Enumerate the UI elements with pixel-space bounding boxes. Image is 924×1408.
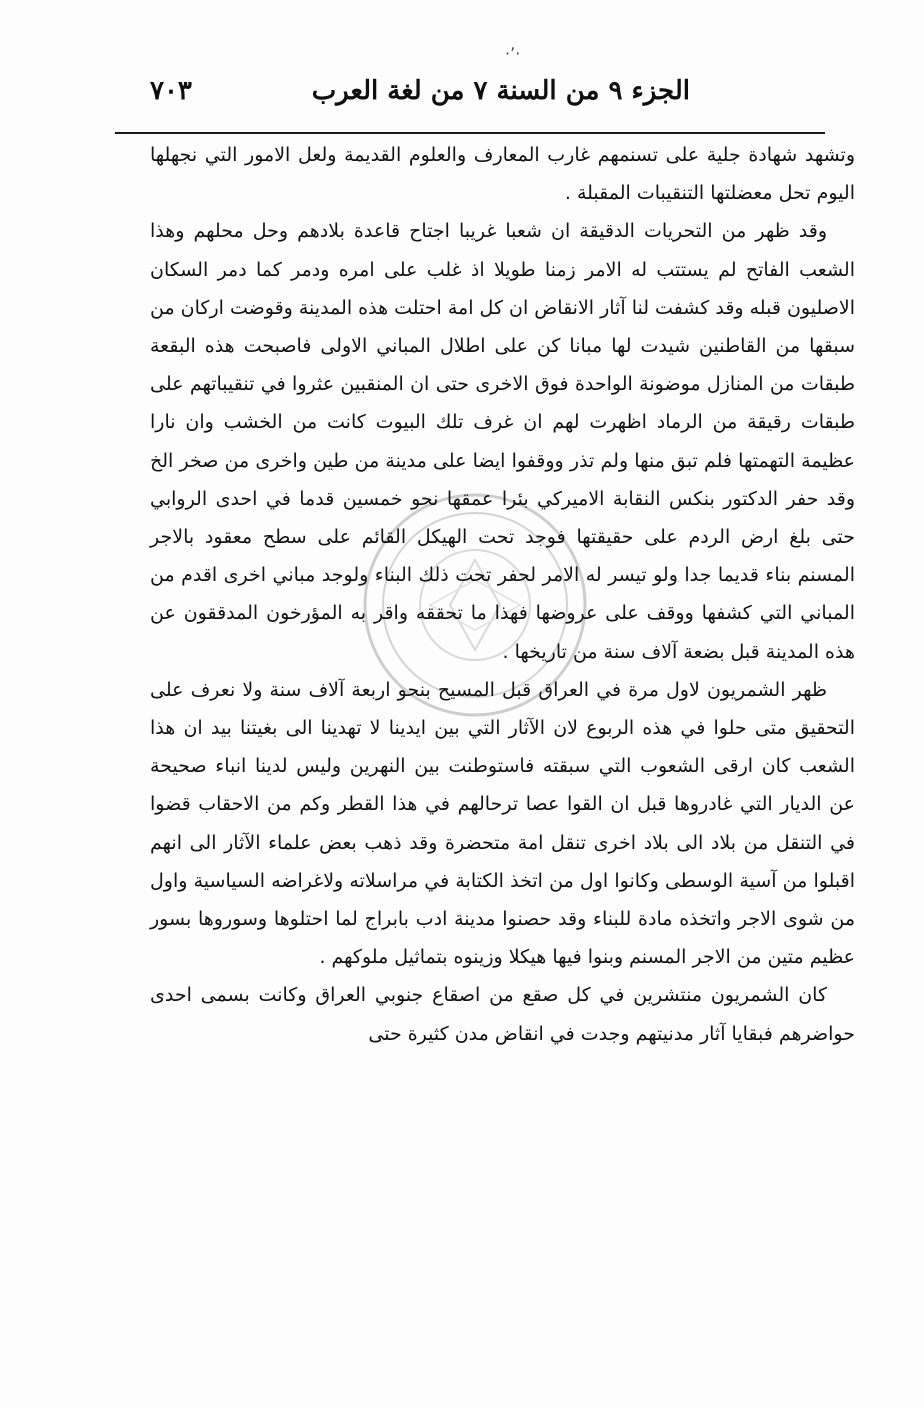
paragraph-2: وقد ظهر من التحريات الدقيقة ان شعبا غريبا اجتاح قاعدة بلادهم وحل محلهم وهذا الشعب الفاتح لم يستتب له الامر زمنا طويلا اذ غلب على امره ودمر كما دمر السكان الاصليون قبله وقد كشفت لنا آثار الانقاض ان كل امة احتلت هذه المدينة وقوضت اركان من سبقها من القاطنين شيدت لها مبانا كن على اطلال المباني الاولى فاصبحت هذه البقعة طبقات من المنازل موضونة الواحدة فوق الاخرى حتى ان المنقبين عثروا في تنقيباتهم على طبقات رقيقة من الرماد اظهرت لهم ان غرف تلك البيوت كانت من الخشب وان نارا عظيمة التهمتها فلم تبق منها ولم تذر ووقفوا ايضا على مدينة من طين واخرى من صخر الخ وقد حفر الدكتور بنكس النقابة الاميركي بئرا عمقها نحو خمسين قدما في احدى الروابي حتى بلغ ارض الردم على حقيقتها فوجد تحت الهيكل القائم على سطح معقود بالاجر المسنم بناء قديما جدا ولو تيسر له الامر لحفر تحت ذلك البناء ولوجد مباني اخرى اقدم من المباني التي كشفها ووقف على عروضها فهذا ما تحققه واقر به المؤرخون المدققون عن هذه المدينة قبل بضعة آلاف سنة من تاريخها . (150, 220, 855, 663)
running-title: الجزء ٩ من السنة ٧ من لغة العرب (311, 76, 690, 106)
article-body (150, 136, 855, 1053)
paragraph-3: ظهر الشمريون لاول مرة في العراق قبل المسيح بنحو اربعة آلاف سنة ولا نعرف على التحقيق متى حلوا في هذه الربوع لان الآثار التي بين ايدينا لا تهدينا الى بغيتنا بيد ان هذا الشعب كان ارقى الشعوب التي سبقته فاستوطنت بين النهرين وليس لدينا انباء صحيحة عن الديار التي غادروها قبل ان القوا عصا ترحالهم في هذا القطر وكم من الاحقاب قضوا في التنقل من بلاد الى بلاد اخرى تنقل امة متحضرة وقد ذهب بعض علماء الآثار الى انهم اقبلوا من آسية الوسطى وكانوا اول من اتخذ الكتابة في مراسلاته ولاغراضه السياسية واول من شوى الاجر واتخذه مادة للبناء وقد حصنوا مدينة ادب بابراج لما احتلوها وسوروها بسور عظيم متين من الاجر المسنم وبنوا فيها هيكلا وزينوه بتماثيل ملوكهم . (150, 678, 855, 969)
header-rule (115, 132, 825, 134)
paragraph-4: كان الشمريون منتشرين في كل صقع من اصقاع جنوبي العراق وكانت بسمى احدى حواضرهم فبقايا آثار مدنيتهم وجدت في انقاض مدن كثيرة حتى (150, 984, 855, 1045)
page-number: ٧٠٣ (150, 76, 192, 106)
page-header (150, 70, 690, 120)
ink-mark: ·٬· (505, 44, 521, 63)
paragraph-1: وتشهد شهادة جلية على تسنمهم غارب المعارف والعلوم القديمة ولعل الامور التي نجهلها اليوم تحل معضلتها التنقيبات المقبلة . (150, 144, 855, 205)
